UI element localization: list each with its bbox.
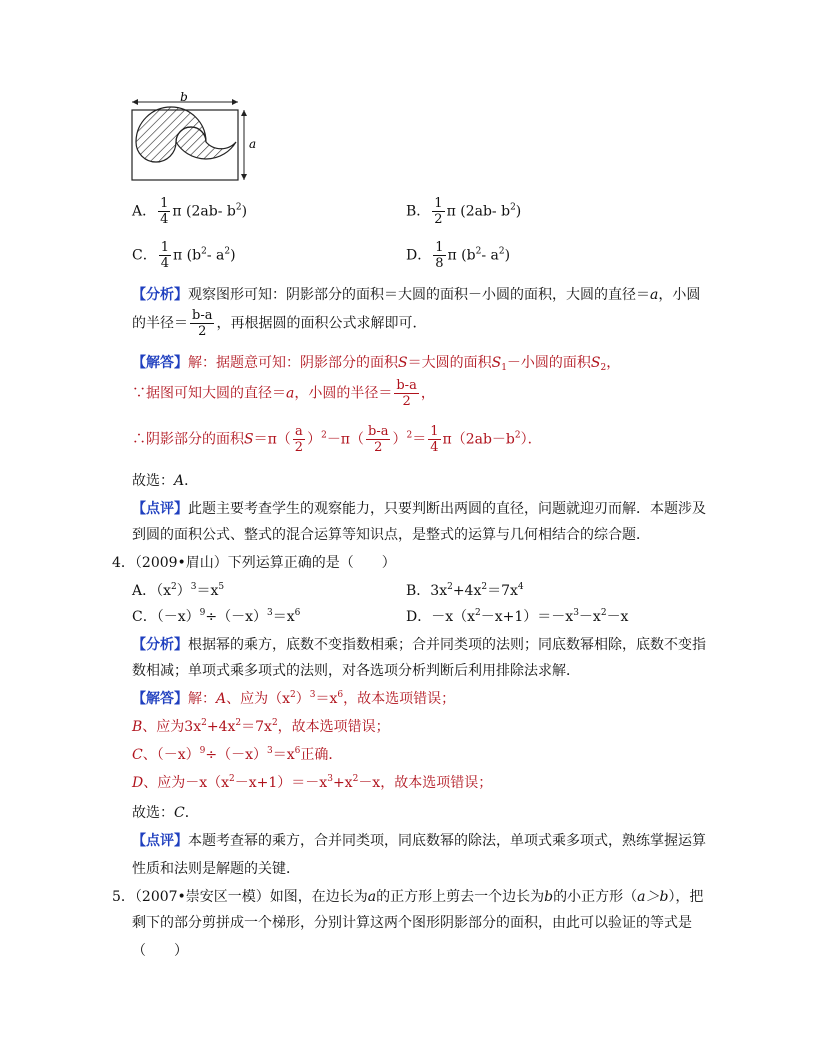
q4-analysis-line-2: 数相减；单项式乘多项式的法则，对各选项分析判断后利用排除法求解．: [132, 663, 580, 679]
q5-line-2: 剩下的部分剪拼成一个梯形，分别计算这两个图形阴影部分的面积，由此可以验证的等式是: [132, 915, 692, 931]
analysis-tag: 【分析】: [132, 287, 188, 303]
fraction: $\frac{1}{4}$: [160, 196, 169, 227]
q3-option-b: B． $\frac{1}{2}$ π (2ab- $b^2$): [406, 196, 522, 227]
q3-solution-line-3: ∴阴影部分的面积S＝π（ $\frac{a}{2}$ ）$^2$－π（ $\frac{b-a}{2}$ ）$^2$＝ $\frac{1}{4}$ $\pi(2ab-b^2)$．: [132, 424, 542, 455]
q4-option-b: B．$3x^2+4x^2=7x^4$: [406, 582, 524, 599]
q3-comment-line-2: 到圆的面积公式、整式的混合运算等知识点，是整式的运算与几何相结合的综合题．: [132, 527, 650, 543]
figure-label-b: b: [180, 92, 188, 104]
q3-option-d: D． $\frac{1}{8}$ π ($b^2-$ $a^2$): [406, 240, 511, 271]
q4-solution-a: 【解答】解：A、应为$(x^2)^3=x^6$，故本选项错误；: [132, 690, 456, 707]
q3-solution-line-2: ∵据图可知大圆的直径＝a，小圆的半径＝ $\frac{b-a}{2}$ ，: [132, 378, 435, 409]
option-label: A．: [132, 203, 157, 220]
q4-solution-c: C、$(-x)^9\div(-x)^3=x^6$正确．: [132, 746, 343, 763]
q4-title: 4．（2009•眉山）下列运算正确的是（ ）: [112, 555, 396, 571]
q3-option-c: C． $\frac{1}{4}$ π ($b^2-$ $a^2$): [132, 240, 236, 271]
fraction: $\frac{b-a}{2}$: [396, 378, 417, 409]
q3-comment-line-1: 【点评】此题主要考查学生的观察能力，只要判断出两圆的直径，问题就迎刃而解．本题涉及: [132, 501, 706, 517]
q4-comment-line-2: 性质和法则是解题的关键．: [132, 861, 300, 877]
solution-tag: 【解答】: [132, 691, 188, 707]
q4-option-a: A．$(x^2)^3=x^5$: [132, 582, 225, 599]
q3-analysis-line-1: 【分析】观察图形可知：阴影部分的面积＝大圆的面积－小圆的面积，大圆的直径＝a，小圆: [132, 287, 701, 303]
option-label: B．: [406, 203, 431, 220]
comment-tag: 【点评】: [132, 501, 188, 517]
solution-tag: 【解答】: [132, 355, 188, 371]
option-label: C．: [132, 247, 157, 264]
q3-answer: 故选：A．: [132, 473, 199, 489]
q4-option-c: C．$(-x)^9\div(-x)^3=x^6$: [132, 608, 301, 625]
option-expression: π (2ab- b: [446, 203, 511, 220]
q4-option-d: D．$-x(x^2-x+1)=-x^3-x^2-x$: [406, 608, 629, 625]
q4-answer: 故选：C．: [132, 805, 199, 821]
fraction: $\frac{1}{8}$: [435, 240, 444, 271]
fraction: $\frac{1}{2}$: [434, 196, 443, 227]
option-label: D．: [406, 247, 432, 264]
q3-analysis-line-2: 的半径＝ $\frac{b-a}{2}$ ，再根据圆的面积公式求解即可．: [132, 308, 427, 339]
option-expression: π (2ab- b: [172, 203, 236, 220]
q5-line-1: 5．（2007•崇安区一模）如图，在边长为a的正方形上剪去一个边长为b的小正方形（a＞b），把: [112, 889, 704, 905]
q3-option-a: A． $\frac{1}{4}$ π (2ab- $b^2$): [132, 196, 248, 227]
q4-solution-b: B、应为$3x^2+4x^2=7x^2$，故本选项错误；: [132, 718, 390, 735]
fraction: $\frac{1}{4}$: [160, 240, 169, 271]
q4-solution-d: D、应为$-x(x^2-x+1)=-x^3+x^2-x$，故本选项错误；: [132, 774, 493, 791]
q4-analysis-line-1: 【分析】根据幂的乘方，底数不变指数相乘；合并同类项的法则；同底数幂相除，底数不变指: [132, 637, 706, 653]
fraction: $\frac{b-a}{2}$: [368, 424, 389, 455]
fraction: $\frac{b-a}{2}$: [192, 308, 213, 339]
q3-solution-line-1: 【解答】解：据题意可知：阴影部分的面积S＝大圆的面积$S_1-$小圆的面积$S_2$，: [132, 355, 621, 373]
comment-tag: 【点评】: [132, 833, 188, 849]
fraction: $\frac{1}{4}$: [430, 424, 439, 455]
shaded-region-figure: [126, 92, 266, 184]
q5-line-3: （ ）: [132, 943, 188, 959]
figure-label-a: a: [249, 137, 257, 151]
analysis-tag: 【分析】: [132, 637, 188, 653]
q4-comment-line-1: 【点评】本题考查幂的乘方，合并同类项，同底数幂的除法，单项式乘多项式，熟练掌握运算: [132, 833, 706, 849]
fraction: $\frac{a}{2}$: [294, 424, 304, 455]
